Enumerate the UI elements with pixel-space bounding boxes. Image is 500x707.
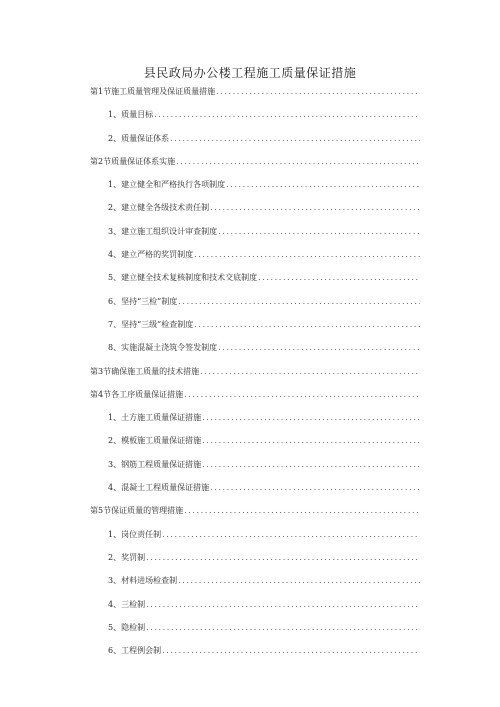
toc-section-entry[interactable]	[90, 389, 420, 412]
toc-subsection-entry[interactable]	[90, 272, 420, 295]
toc-dot-leader	[184, 390, 420, 399]
toc-subsection-entry[interactable]	[90, 412, 420, 435]
toc-section-entry[interactable]	[90, 86, 420, 109]
toc-dot-leader	[210, 483, 420, 492]
toc-entry-label: 6、工程例会制	[108, 646, 162, 656]
toc-dot-leader	[226, 180, 420, 189]
toc-subsection-entry[interactable]	[90, 296, 420, 319]
toc-entry-label: 第2节质量保证体系实施	[90, 156, 176, 166]
toc-subsection-entry[interactable]	[90, 482, 420, 505]
toc-entry-label: 第5节保证质量的管理措施	[90, 506, 184, 516]
toc-subsection-entry[interactable]	[90, 202, 420, 225]
toc-entry-label: 5、隐检制	[108, 622, 146, 632]
toc-dot-leader	[218, 343, 420, 352]
toc-entry-label: 3、建立施工组织设计审查制度	[108, 226, 218, 236]
toc-dot-leader	[216, 87, 420, 96]
toc-entry-label: 1、土方施工质量保证措施	[108, 413, 202, 423]
toc-entry-label: 第3节确保施工质量的技术措施	[90, 366, 200, 376]
toc-dot-leader	[178, 297, 420, 306]
toc-dot-leader	[194, 250, 420, 259]
toc-entry-label: 第4节各工序质量保证措施	[90, 389, 184, 399]
toc-dot-leader	[184, 506, 420, 515]
toc-subsection-entry[interactable]	[90, 529, 420, 552]
toc-entry-label: 2、建立健全各级技术责任制	[108, 203, 210, 213]
toc-subsection-entry[interactable]	[90, 109, 420, 132]
toc-dot-leader	[162, 530, 420, 539]
document-title: 县民政局办公楼工程施工质量保证措施	[143, 66, 357, 80]
toc-dot-leader	[176, 157, 420, 166]
toc-subsection-entry[interactable]	[90, 435, 420, 458]
toc-entry-label: 2、质量保证体系	[108, 133, 170, 143]
toc-dot-leader	[210, 203, 420, 212]
toc-subsection-entry[interactable]	[90, 459, 420, 482]
toc-entry-label: 1、质量目标	[108, 110, 154, 120]
toc-dot-leader	[154, 110, 420, 119]
toc-section-entry[interactable]	[90, 366, 420, 389]
toc-entry-label: 2、奖罚制	[108, 552, 146, 562]
toc-subsection-entry[interactable]	[90, 552, 420, 575]
toc-entry-label: 8、实施混凝土浇筑令签发制度	[108, 343, 218, 353]
toc-dot-leader	[218, 227, 420, 236]
toc-entry-label: 1、建立健全和严格执行各项制度	[108, 180, 226, 190]
toc-dot-leader	[202, 436, 420, 445]
toc-dot-leader	[200, 367, 420, 376]
toc-entry-label: 3、材料进场检查制	[108, 576, 178, 586]
toc-subsection-entry[interactable]	[90, 226, 420, 249]
toc-entry-label: 4、建立严格的奖罚制度	[108, 250, 194, 260]
toc-subsection-entry[interactable]	[90, 319, 420, 342]
toc-entry-label: 1、岗位责任制	[108, 529, 162, 539]
toc-dot-leader	[170, 134, 420, 143]
toc-subsection-entry[interactable]	[90, 249, 420, 272]
toc-subsection-entry[interactable]	[90, 575, 420, 598]
toc-dot-leader	[258, 273, 420, 282]
toc-subsection-entry[interactable]	[90, 622, 420, 645]
toc-entry-label: 7、坚持“三级”检查制度	[108, 319, 194, 329]
toc-dot-leader	[202, 460, 420, 469]
toc-subsection-entry[interactable]	[90, 133, 420, 156]
toc-entry-label: 5、建立健全技术复核制度和技术交底制度	[108, 273, 258, 283]
toc-subsection-entry[interactable]	[90, 179, 420, 202]
toc-subsection-entry[interactable]	[90, 599, 420, 622]
toc-dot-leader	[178, 576, 420, 585]
toc-dot-leader	[194, 320, 420, 329]
toc-dot-leader	[202, 413, 420, 422]
toc-subsection-entry[interactable]	[90, 342, 420, 365]
toc-entry-label: 3、钢筋工程质量保证措施	[108, 459, 202, 469]
toc-entry-label: 第1节施工质量管理及保证质量措施	[90, 87, 216, 96]
toc-section-entry[interactable]	[90, 156, 420, 179]
toc-entry-label: 2、模板施工质量保证措施	[108, 436, 202, 446]
toc-dot-leader	[146, 553, 420, 562]
toc-entry-label: 4、混凝土工程质量保证措施	[108, 483, 210, 493]
toc-dot-leader	[146, 600, 420, 609]
toc-subsection-entry[interactable]	[90, 645, 420, 668]
toc-dot-leader	[146, 623, 420, 632]
toc-dot-leader	[162, 646, 420, 655]
toc-section-entry[interactable]	[90, 505, 420, 528]
table-of-contents	[90, 86, 420, 668]
toc-entry-label: 6、坚持“三检”制度	[108, 296, 178, 306]
toc-entry-label: 4、三检制	[108, 599, 146, 609]
